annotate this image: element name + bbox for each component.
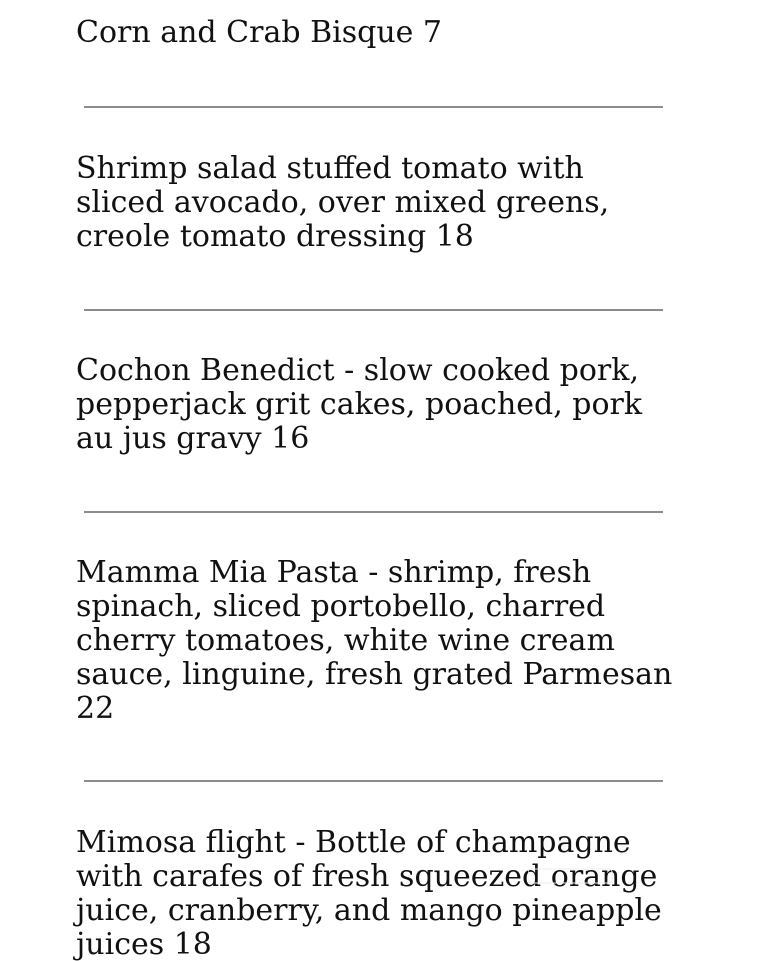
watermark (528, 866, 618, 891)
menu-item-cochon-benedict: Cochon Benedict - slow cooked pork, pepperjack grit cakes, poached, pork au jus gravy 16 (76, 353, 643, 456)
divider (84, 780, 663, 782)
menu-item-mimosa-flight: Mimosa flight - Bottle of champagne with carafes of fresh squeezed orange juice, cranberry, and mango pineapple juices 18 (76, 825, 662, 961)
divider (84, 106, 663, 108)
watermark-logo-icon (528, 866, 618, 886)
menu-item-shrimp-salad: Shrimp salad stuffed tomato with sliced avocado, over mixed greens, creole tomato dressing 18 (76, 151, 610, 254)
menu-item-corn-crab-bisque: Corn and Crab Bisque 7 (76, 15, 443, 50)
divider (84, 511, 663, 513)
menu-item-mamma-mia-pasta: Mamma Mia Pasta - shrimp, fresh spinach, sliced portobello, charred cherry tomatoes, white wine cream sauce, linguine, fresh grated Parmesan 22 (76, 555, 673, 726)
divider (84, 309, 663, 311)
